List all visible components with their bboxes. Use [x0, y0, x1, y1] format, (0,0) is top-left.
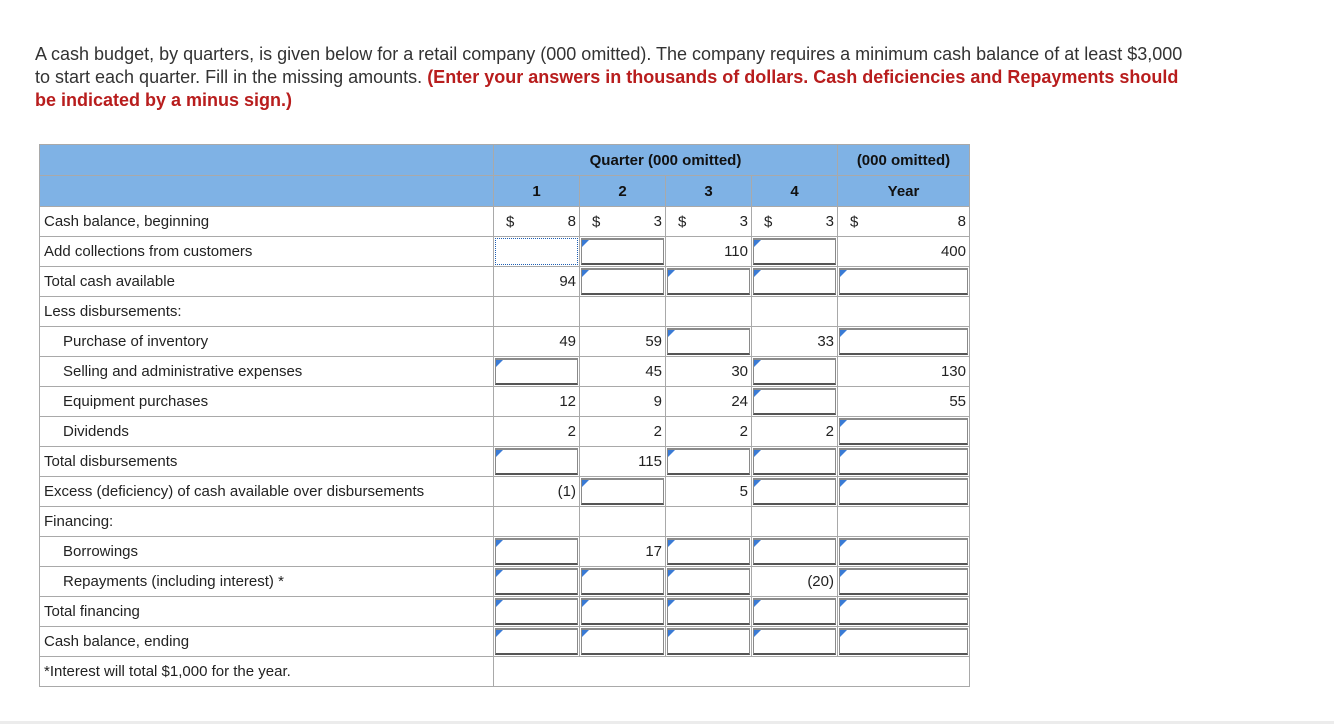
cell-text: (20) — [807, 573, 834, 590]
problem-instructions — [35, 43, 1195, 112]
cell-value — [666, 477, 752, 507]
cell-value — [494, 417, 580, 447]
cell-text: 5 — [739, 483, 748, 500]
cell-value — [494, 387, 580, 417]
row-label: Total financing — [40, 597, 494, 627]
cell-empty — [838, 297, 970, 327]
row-label: Borrowings — [40, 537, 494, 567]
table-row — [40, 627, 970, 657]
answer-input[interactable] — [838, 417, 970, 447]
answer-input[interactable] — [666, 597, 752, 627]
table-row — [40, 417, 970, 447]
cell-value — [752, 567, 838, 597]
answer-input[interactable] — [494, 567, 580, 597]
answer-input[interactable] — [494, 237, 580, 267]
cell-text: 110 — [724, 243, 748, 260]
cell-value — [752, 207, 838, 237]
row-label: Less disbursements: — [40, 297, 494, 327]
answer-input[interactable] — [752, 387, 838, 417]
cell-empty — [580, 297, 666, 327]
cell-text: 2 — [825, 423, 834, 440]
table-row — [40, 597, 970, 627]
cell-text: 30 — [731, 363, 748, 380]
row-label: Selling and administrative expenses — [40, 357, 494, 387]
cell-value — [580, 417, 666, 447]
cell-text: 2 — [653, 423, 662, 440]
answer-input[interactable] — [838, 597, 970, 627]
answer-input[interactable] — [752, 357, 838, 387]
table-row — [40, 387, 970, 417]
cell-value — [666, 207, 752, 237]
cell-value — [752, 417, 838, 447]
cell-value — [494, 267, 580, 297]
row-label: Repayments (including interest) * — [40, 567, 494, 597]
answer-input[interactable] — [580, 597, 666, 627]
cell-text: 33 — [817, 333, 834, 350]
answer-input[interactable] — [838, 537, 970, 567]
instructions-text: A cash budget, by quarters, is given below for a retail company (000 omitted). The company requires a minimum cash balance of at least $3,000 to start each quarter. Fill in the missing amounts. — [35, 44, 1183, 87]
footnote-row — [40, 657, 970, 687]
answer-input[interactable] — [752, 627, 838, 657]
footnote: *Interest will total $1,000 for the year. — [40, 657, 494, 687]
answer-input[interactable] — [666, 537, 752, 567]
table-row — [40, 477, 970, 507]
col-header-q2: 2 — [580, 176, 666, 207]
cell-text: (1) — [557, 483, 576, 500]
col-header-q4: 4 — [752, 176, 838, 207]
answer-input[interactable] — [838, 327, 970, 357]
col-header-year: Year — [838, 176, 970, 207]
answer-input[interactable] — [666, 627, 752, 657]
dollar-sign: $ — [764, 213, 773, 230]
cell-value — [838, 387, 970, 417]
answer-input[interactable] — [580, 627, 666, 657]
answer-input[interactable] — [494, 447, 580, 477]
answer-input[interactable] — [494, 357, 580, 387]
cell-empty — [752, 507, 838, 537]
cell-text: 24 — [731, 393, 748, 410]
row-label: Total disbursements — [40, 447, 494, 477]
cell-value — [580, 447, 666, 477]
table-row — [40, 447, 970, 477]
answer-input[interactable] — [752, 237, 838, 267]
header-row-columns — [40, 176, 970, 207]
cell-empty — [580, 507, 666, 537]
cell-text: 8 — [567, 213, 576, 230]
cell-empty — [666, 297, 752, 327]
cell-value — [752, 327, 838, 357]
cell-empty — [752, 297, 838, 327]
answer-input[interactable] — [666, 567, 752, 597]
cell-text: 2 — [739, 423, 748, 440]
cell-value — [666, 417, 752, 447]
answer-input[interactable] — [752, 597, 838, 627]
cell-empty — [838, 507, 970, 537]
row-label: Total cash available — [40, 267, 494, 297]
answer-input[interactable] — [838, 627, 970, 657]
col-header-q3: 3 — [666, 176, 752, 207]
table-row — [40, 237, 970, 267]
table-row — [40, 297, 970, 327]
table-row — [40, 507, 970, 537]
answer-input[interactable] — [666, 267, 752, 297]
cell-text: 130 — [940, 363, 966, 380]
table-row — [40, 267, 970, 297]
row-label: Financing: — [40, 507, 494, 537]
answer-input[interactable] — [752, 477, 838, 507]
answer-input[interactable] — [494, 597, 580, 627]
row-label: Add collections from customers — [40, 237, 494, 267]
cell-value — [666, 357, 752, 387]
cell-empty — [494, 297, 580, 327]
answer-input[interactable] — [752, 537, 838, 567]
cell-text: 3 — [825, 213, 834, 230]
cell-value — [580, 537, 666, 567]
row-label: Cash balance, beginning — [40, 207, 494, 237]
cell-text: 8 — [957, 213, 966, 230]
cell-text: 9 — [653, 393, 662, 410]
header-blank — [40, 145, 494, 176]
cell-text: 94 — [559, 273, 576, 290]
cell-value — [838, 207, 970, 237]
cell-value — [666, 237, 752, 267]
cell-value — [580, 207, 666, 237]
instructions-emphasis: (Enter your answers in thousands of dollars. Cash deficiencies and Repayments should be indicated by a minus sign.) — [35, 67, 1179, 110]
table-row — [40, 327, 970, 357]
dollar-sign: $ — [592, 213, 601, 230]
answer-input[interactable] — [580, 477, 666, 507]
cell-text: 49 — [559, 333, 576, 350]
answer-input[interactable] — [838, 267, 970, 297]
cash-budget-table — [39, 144, 970, 687]
cell-value — [580, 357, 666, 387]
row-label: Excess (deficiency) of cash available over disbursements — [40, 477, 494, 507]
cell-text: 17 — [645, 543, 662, 560]
cell-value — [494, 207, 580, 237]
cell-empty — [494, 507, 580, 537]
cell-value — [838, 237, 970, 267]
cell-empty — [666, 507, 752, 537]
answer-input[interactable] — [494, 537, 580, 567]
dollar-sign: $ — [678, 213, 687, 230]
answer-input[interactable] — [838, 447, 970, 477]
answer-input[interactable] — [838, 567, 970, 597]
row-label: Purchase of inventory — [40, 327, 494, 357]
cell-value — [580, 387, 666, 417]
answer-input[interactable] — [752, 267, 838, 297]
col-header-q1: 1 — [494, 176, 580, 207]
cell-text: 3 — [653, 213, 662, 230]
dollar-sign: $ — [850, 213, 859, 230]
cell-value — [580, 327, 666, 357]
header-row-group — [40, 145, 970, 176]
table-row — [40, 357, 970, 387]
cell-text: 3 — [739, 213, 748, 230]
cell-text: 45 — [645, 363, 662, 380]
cell-text: 115 — [638, 453, 662, 470]
table-row — [40, 567, 970, 597]
answer-input[interactable] — [494, 627, 580, 657]
answer-input[interactable] — [666, 327, 752, 357]
cell-value — [494, 477, 580, 507]
footnote-blank — [494, 657, 970, 687]
table-row — [40, 207, 970, 237]
dollar-sign: $ — [506, 213, 515, 230]
table-row — [40, 537, 970, 567]
cell-value — [494, 327, 580, 357]
answer-input[interactable] — [752, 447, 838, 477]
answer-input[interactable] — [666, 447, 752, 477]
row-label: Dividends — [40, 417, 494, 447]
row-label: Equipment purchases — [40, 387, 494, 417]
answer-input[interactable] — [838, 477, 970, 507]
cell-text: 55 — [949, 393, 966, 410]
answer-input[interactable] — [580, 567, 666, 597]
cell-value — [838, 357, 970, 387]
cell-text: 2 — [567, 423, 576, 440]
cell-text: 59 — [645, 333, 662, 350]
answer-input[interactable] — [580, 237, 666, 267]
cell-text: 12 — [559, 393, 576, 410]
answer-input[interactable] — [580, 267, 666, 297]
year-group-header: (000 omitted) — [838, 145, 970, 176]
header-blank-2 — [40, 176, 494, 207]
quarter-group-header: Quarter (000 omitted) — [494, 145, 838, 176]
cell-value — [666, 387, 752, 417]
cell-text: 400 — [940, 243, 966, 260]
row-label: Cash balance, ending — [40, 627, 494, 657]
